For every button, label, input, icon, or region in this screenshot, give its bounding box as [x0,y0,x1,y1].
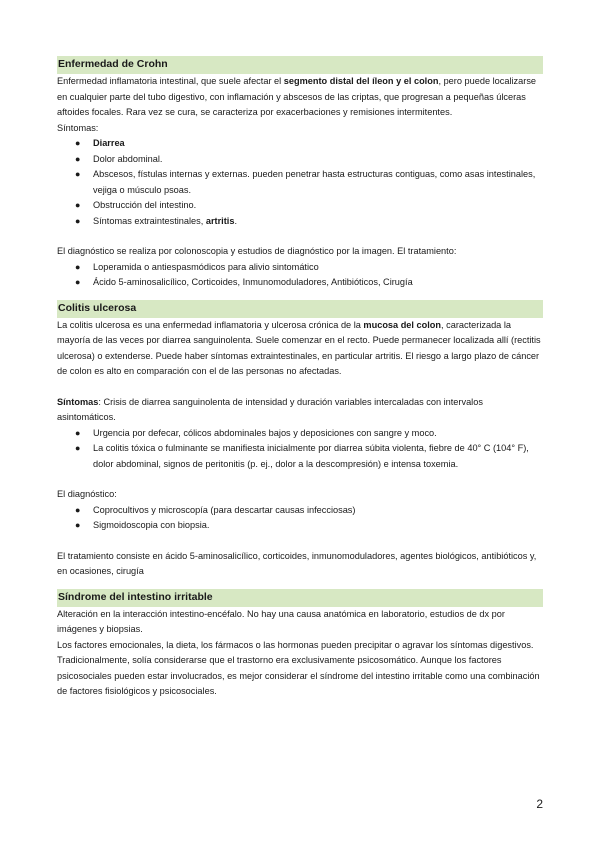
sii-p1: Alteración en la interacción intestino-encéfalo. No hay una causa anatómica en laboratorio, estudios de dx por imágenes y biopsias. [57,608,505,634]
bullet-icon: ● [75,277,81,287]
list-item: ● Obstrucción del intestino. [57,198,543,214]
bullet-icon: ● [75,153,81,164]
list-item: ● Ácido 5-aminosalicílico, Corticoides, Inmunomoduladores, Antibióticos, Cirugía [57,275,543,291]
bullet-icon: ● [75,215,81,226]
bullet-icon: ● [75,138,81,148]
section-heading-crohn: Enfermedad de Crohn [57,56,543,74]
crohn-diagnostico: El diagnóstico se realiza por colonoscopia y estudios de diagnóstico por la imagen. El tratamiento: [57,246,457,256]
colitis-symptom-list [57,426,543,473]
list-item: ● Dolor abdominal. [57,152,543,168]
colitis-sintomas: Síntomas: Crisis de diarrea sanguinolenta de intensidad y duración variables intercaladas con intervalos asintomáticos. [57,396,483,422]
bullet-icon: ● [75,261,81,272]
crohn-treatment-list [57,260,543,291]
bullet-icon: ● [75,443,81,453]
colitis-diagnosis-list [57,503,543,534]
list-item: ● Diarrea [57,136,543,152]
list-item: ● Loperamida o antiespasmódicos para alivio sintomático [57,260,543,276]
list-item: ● Urgencia por defecar, cólicos abdominales bajos y deposiciones con sangre y moco. [57,426,543,442]
document-page [57,56,543,700]
list-item: ● Síntomas extraintestinales, artritis. [57,214,543,230]
bullet-icon: ● [75,200,81,210]
list-item: ● Coprocultivos y microscopía (para descartar causas infecciosas) [57,503,543,519]
list-item: ● Sigmoidoscopia con biopsia. [57,518,543,534]
colitis-tratamiento: El tratamiento consiste en ácido 5-aminosalicílico, corticoides, inmunomoduladores, agentes biológicos, antibióticos y, en ocasiones, cirugía [57,550,537,576]
bullet-icon: ● [75,520,81,530]
bullet-icon: ● [75,504,81,515]
colitis-intro: La colitis ulcerosa es una enfermedad inflamatoria y ulcerosa crónica de la mucosa del colon, caracterizada la mayoría de las veces por diarrea sanguinolenta. Suele comenzar en el recto. Puede permanecer localizada allí (rectitis ulcerosa) o extenderse. Puede haber síntomas extraintestinales, en particular artritis. El riesgo a largo plazo de cáncer de colon es alto en comparación con el de las personas no afectadas. [57,319,541,376]
sii-p2: Los factores emocionales, la dieta, los fármacos o las hormonas pueden precipitar o agravar los síntomas digestivos. Tradicionalmente, solía considerarse que el trastorno era exclusivamente psicosomático. Aunque los factores psicosociales pueden estar involucrados, es mejor considerar el síndrome del intestino irritable como una combinación de factores fisiológicos y psicosociales. [57,639,540,696]
list-item: ● La colitis tóxica o fulminante se manifiesta inicialmente por diarrea súbita violenta, fiebre de 40° C (104° F), dolor abdominal, signos de peritonitis (p. ej., dolor a la descompresión) e intensa toxemia. [75,443,529,469]
section-heading-colitis: Colitis ulcerosa [57,300,543,318]
list-item: ● Abscesos, fístulas internas y externas. pueden penetrar hasta estructuras contiguas, como asas intestinales, vejiga o músculo psoas. [75,169,536,195]
crohn-sintomas-label: Síntomas: [57,122,99,133]
crohn-intro: Enfermedad inflamatoria intestinal, que suele afectar el segmento distal del íleon y el colon, pero puede localizarse en cualquier parte del tubo digestivo, con inflamación y abscesos de las criptas, que progresan a pequeñas úlceras aftoides focales. Rara vez se cura, se caracteriza por exacerbaciones y remisiones intermitentes. [57,76,537,117]
bullet-icon: ● [75,169,81,179]
page-number: 2 [536,797,543,811]
bullet-icon: ● [75,427,81,438]
section-heading-sii: Síndrome del intestino irritable [57,589,543,607]
crohn-symptom-list [57,136,543,229]
colitis-diagnostico-label: El diagnóstico: [57,489,117,499]
